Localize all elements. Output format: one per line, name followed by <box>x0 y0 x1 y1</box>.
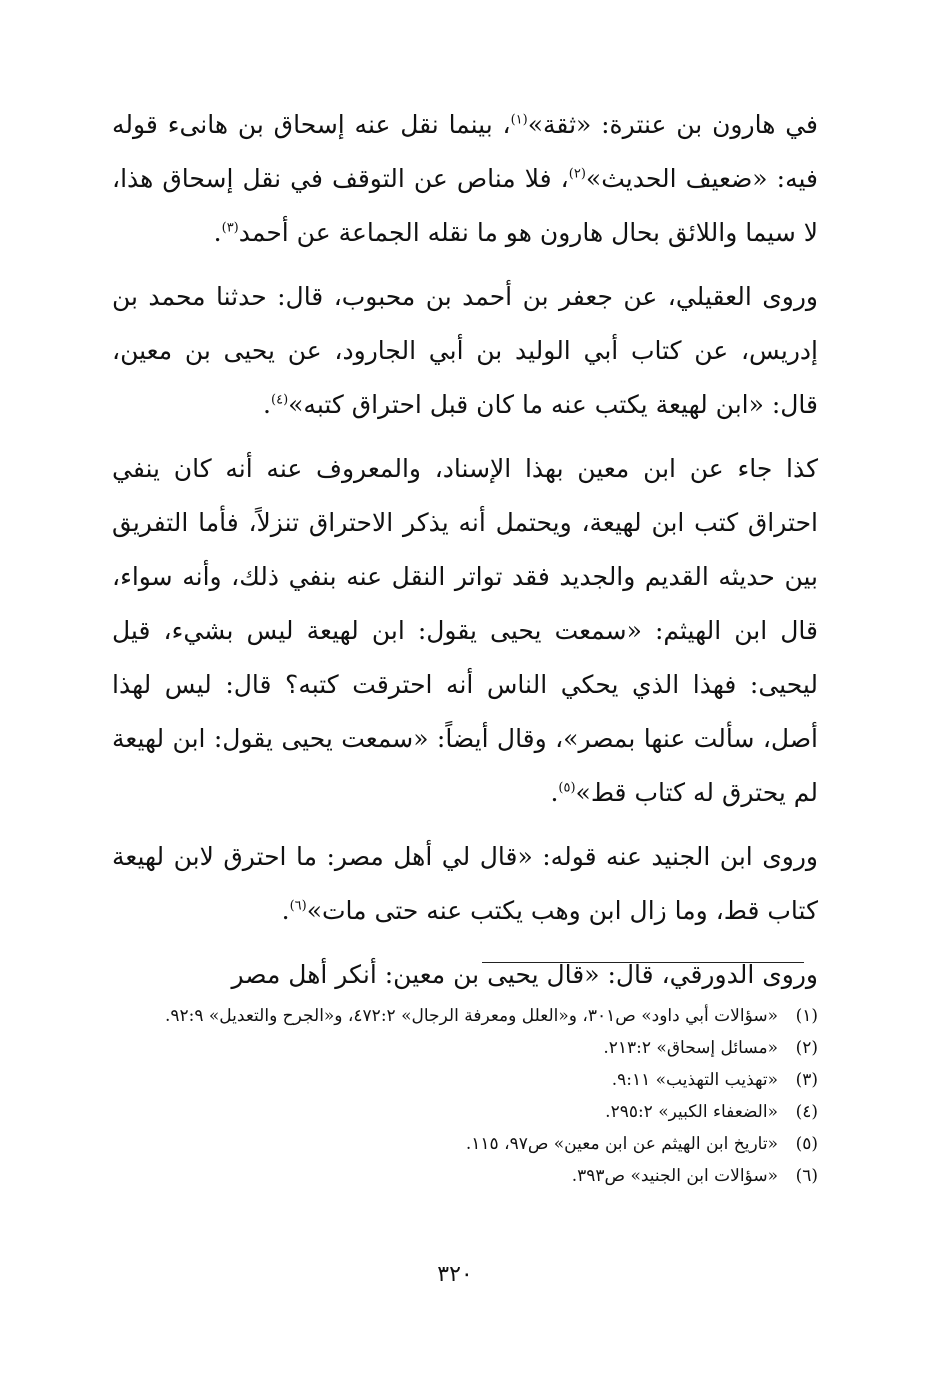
footnote-ref-6: (٦) <box>289 898 307 914</box>
footnote-text: «الضعفاء الكبير» ٢٩٥:٢. <box>605 1102 778 1122</box>
text-run: . <box>281 896 290 925</box>
footnote-text: «سؤالات أبي داود» ص٣٠١، و«العلل ومعرفة الرجال» ٤٧٢:٢، و«الجرح والتعديل» ٩٢:٩. <box>164 1006 778 1026</box>
text-run: وروى ابن الجنيد عنه قوله: «قال لي أهل مصر: ما احترق لابن لهيعة كتاب قط، وما زال ابن وهب يكتب عنه حتى مات» <box>112 842 818 925</box>
paragraph-3 <box>112 442 818 820</box>
footnote-item <box>108 1064 818 1096</box>
text-run: . <box>263 390 271 419</box>
footnote-item <box>108 1160 818 1192</box>
text-run: . <box>213 218 222 247</box>
paragraph-2 <box>112 270 818 432</box>
footnote-item <box>108 1000 818 1032</box>
paragraph-1 <box>112 98 818 260</box>
footnote-number: (٣) <box>795 1070 818 1090</box>
paragraph-4 <box>112 830 818 938</box>
paragraph-5 <box>112 948 818 1002</box>
footnotes <box>108 1000 818 1192</box>
footnote-ref-3: (٣) <box>221 220 239 236</box>
footnote-number: (٢) <box>795 1038 818 1058</box>
text-run: ، بينما نقل عنه إسحاق بن هانىء قوله فيه: «ضعيف الحديث» <box>112 110 818 193</box>
text-run: في هارون بن عنترة: «ثقة» <box>527 110 818 139</box>
footnote-number: (٦) <box>795 1166 818 1186</box>
footnote-divider <box>482 962 804 963</box>
text-run: وروى العقيلي، عن جعفر بن أحمد بن محبوب، قال: حدثنا محمد بن إدريس، عن كتاب أبي الوليد بن أبي الجارود، عن يحيى بن معين، قال: «ابن لهيعة يكتب عنه ما كان قبل احتراق كتبه» <box>112 282 818 419</box>
text-run: وروى الدورقي، قال: «قال يحيى بن معين: أنكر أهل مصر <box>231 960 818 989</box>
main-text <box>112 98 818 1012</box>
text-run: كذا جاء عن ابن معين بهذا الإسناد، والمعروف عنه أنه كان ينفي احتراق كتب ابن لهيعة، ويحتمل أنه يذكر الاحتراق تنزلاً، فأما التفريق بين حديثه القديم والجديد فقد تواتر النقل عنه بنفي ذلك، وأنه سواء، قال ابن الهيثم: «سمعت يحيى يقول: ابن لهيعة ليس بشيء، قيل ليحيى: فهذا الذي يحكي الناس أنه احترقت كتبه؟ قال: ليس لهذا أصل، سألت عنها بمصر»، وقال أيضاً: «سمعت يحيى يقول: ابن لهيعة لم يحترق له كتاب قط» <box>112 454 818 807</box>
footnote-ref-5: (٥) <box>558 780 576 796</box>
footnote-ref-2: (٢) <box>568 166 586 182</box>
text-run: ، فلا مناص عن التوقف في نقل إسحاق هذا، لا سيما واللائق بحال هارون هو ما نقله الجماعة عن أحمد <box>112 164 818 247</box>
footnote-item <box>108 1032 818 1064</box>
footnote-number: (٥) <box>795 1134 818 1154</box>
footnote-number: (١) <box>795 1006 818 1026</box>
footnote-ref-1: (١) <box>510 112 528 128</box>
footnote-ref-4: (٤) <box>271 392 289 408</box>
footnote-item <box>108 1096 818 1128</box>
footnote-text: «مسائل إسحاق» ٢١٣:٢. <box>603 1038 778 1058</box>
footnote-item <box>108 1128 818 1160</box>
footnote-text: «سؤالات ابن الجنيد» ص٣٩٣. <box>571 1166 778 1186</box>
footnote-text: «تهذيب التهذيب» ٩:١١. <box>611 1070 778 1090</box>
text-run: . <box>550 778 559 807</box>
page-number: ٣٢٠ <box>437 1262 473 1287</box>
footnote-number: (٤) <box>795 1102 818 1122</box>
footnote-text: «تاريخ ابن الهيثم عن ابن معين» ص٩٧، ١١٥. <box>465 1134 778 1154</box>
